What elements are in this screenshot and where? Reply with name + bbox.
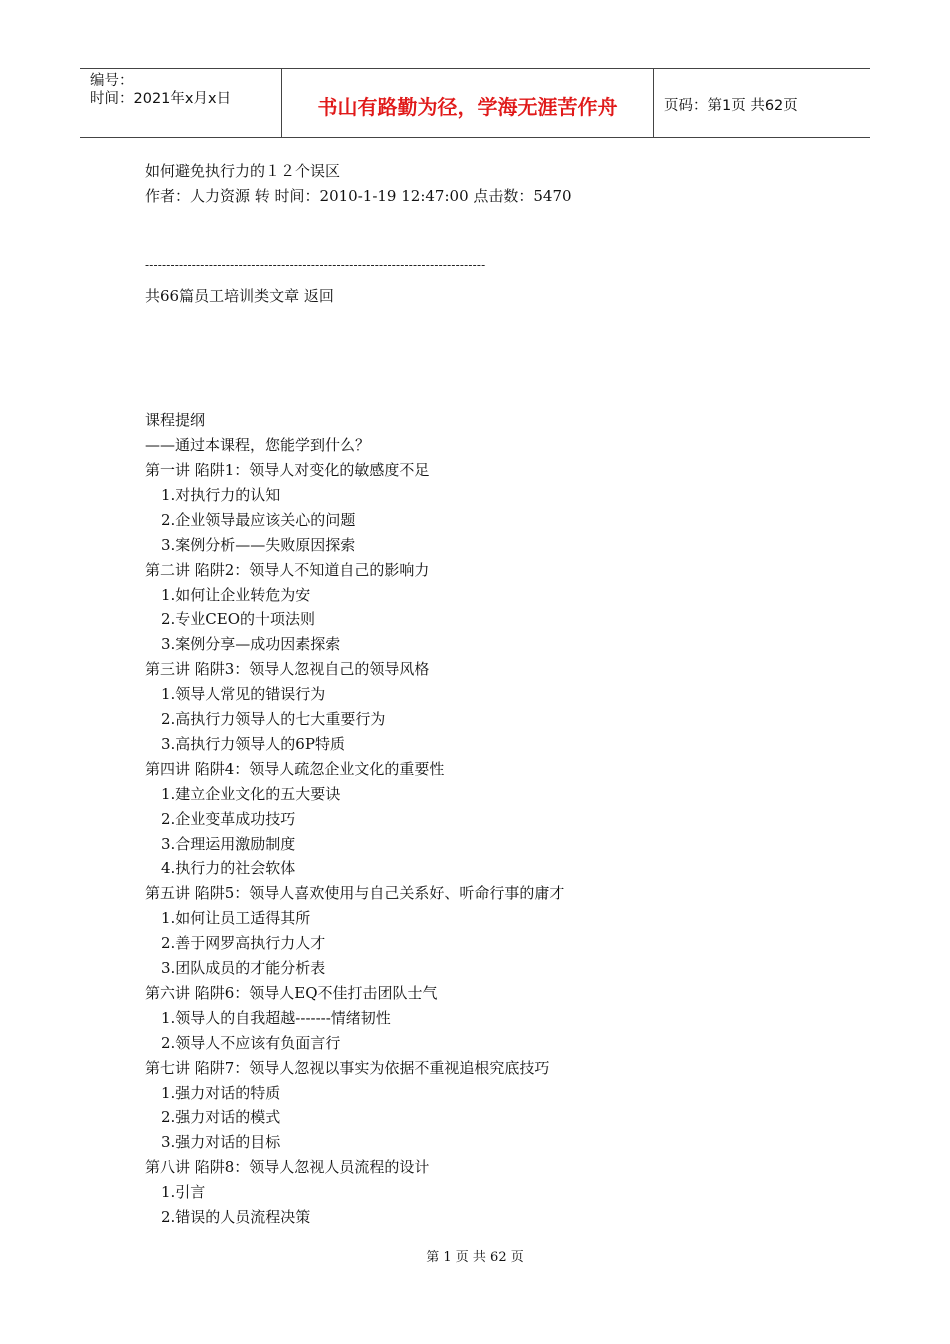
article-meta: 作者：人力资源 转 时间：2010-1-19 12:47:00 点击数：5470	[145, 187, 572, 205]
divider-line: --------------------------------------------------------------------------------	[145, 258, 486, 272]
outline-subitem: 1.引言	[161, 1183, 206, 1202]
outline-subitem: 2.领导人不应该有负面言行	[161, 1033, 341, 1052]
outline-subitem: 2.高执行力领导人的七大重要行为	[161, 710, 386, 728]
outline-subitem: 1.领导人常见的错误行为	[161, 685, 326, 704]
outline-heading: 课程提纲	[145, 411, 206, 429]
outline-subitem: 3.强力对话的目标	[161, 1133, 281, 1152]
outline-subitem: 2.专业CEO的十项法则	[161, 610, 316, 629]
outline-subitem: 3.案例分享—成功因素探索	[161, 635, 341, 654]
outline-lecture: 第七讲 陷阱7：领导人忽视以事实为依据不重视追根究底技巧	[145, 1058, 550, 1077]
header-table	[80, 68, 870, 138]
outline-subitem: 2.企业变革成功技巧	[161, 809, 296, 828]
outline-subitem: 1.对执行力的认知	[161, 485, 281, 504]
date-line: 时间：2021年x月x日	[90, 91, 232, 107]
outline-lecture: 第二讲 陷阱2：领导人不知道自己的影响力	[145, 560, 430, 579]
outline-subitem: 3.团队成员的才能分析表	[161, 959, 326, 977]
page-footer: 第 1 页 共 62 页	[426, 1250, 524, 1265]
related-articles-link[interactable]: 共66篇员工培训类文章 返回	[145, 287, 334, 305]
outline-lecture: 第三讲 陷阱3：领导人忽视自己的领导风格	[145, 660, 430, 679]
outline-subitem: 1.如何让企业转危为安	[161, 585, 311, 604]
outline-lecture: 第五讲 陷阱5：领导人喜欢使用与自己关系好、听命行事的庸才	[145, 884, 565, 903]
article-title: 如何避免执行力的１２个误区	[145, 162, 341, 180]
header-right-cell	[654, 69, 870, 137]
header-center-cell	[282, 69, 654, 137]
outline-subitem: 1.领导人的自我超越-------情绪韧性	[161, 1008, 391, 1027]
outline-subitem: 2.强力对话的模式	[161, 1108, 281, 1127]
outline-lecture: 第一讲 陷阱1：领导人对变化的敏感度不足	[145, 461, 430, 479]
outline-subitem: 4.执行力的社会软体	[161, 859, 296, 878]
header-left-cell	[80, 69, 282, 137]
outline-subitem: 3.高执行力领导人的6P特质	[161, 734, 345, 753]
outline-subitem: 1.如何让员工适得其所	[161, 909, 311, 928]
outline-subitem: 2.错误的人员流程决策	[161, 1208, 311, 1226]
outline-subheading: ——通过本课程，您能学到什么？	[145, 436, 371, 454]
outline-subitem: 2.企业领导最应该关心的问题	[161, 510, 356, 529]
page-info: 页码：第1页 共62页	[664, 98, 798, 114]
outline-lecture: 第八讲 陷阱8：领导人忽视人员流程的设计	[145, 1158, 430, 1177]
outline-lecture: 第六讲 陷阱6：领导人EQ不佳打击团队士气	[145, 983, 438, 1002]
outline-subitem: 1.建立企业文化的五大要诀	[161, 784, 341, 803]
motto-text: 书山有路勤为径，学海无涯苦作舟	[317, 95, 618, 119]
outline-subitem: 3.合理运用激励制度	[161, 834, 296, 853]
outline-subitem: 1.强力对话的特质	[161, 1083, 281, 1102]
outline-lecture: 第四讲 陷阱4：领导人疏忽企业文化的重要性	[145, 759, 445, 778]
outline-subitem: 3.案例分析——失败原因探索	[161, 535, 356, 554]
code-label: 编号：	[90, 73, 134, 89]
outline-subitem: 2.善于网罗高执行力人才	[161, 934, 326, 953]
